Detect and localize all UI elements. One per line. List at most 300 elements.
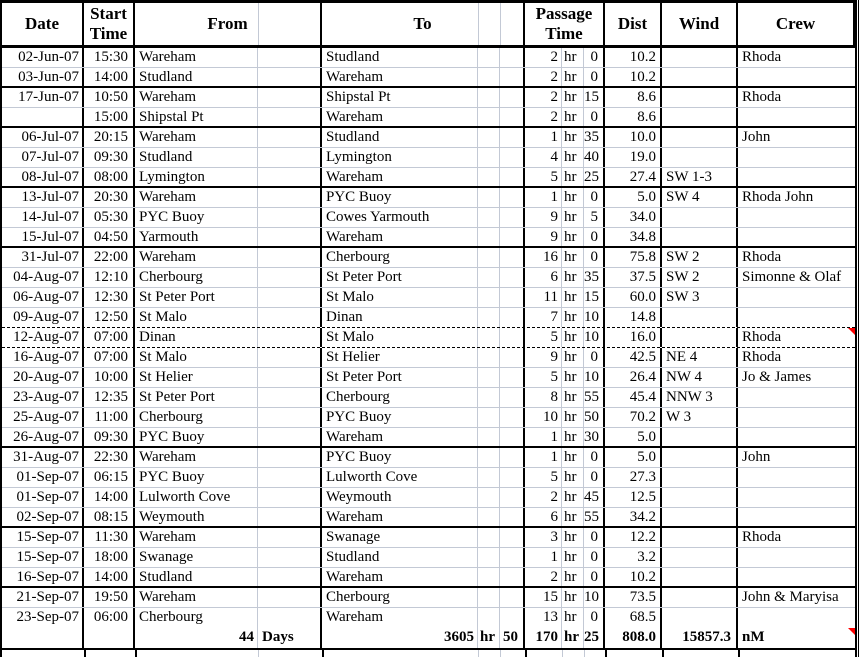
cell-from[interactable]: Lulworth Cove <box>135 488 258 507</box>
hr-unit[interactable]: hr <box>562 268 584 287</box>
cell-to-spill[interactable] <box>500 368 525 387</box>
cell-dist[interactable]: 5.0 <box>605 448 662 467</box>
cell-passage-minutes[interactable]: 15 <box>584 88 605 107</box>
cell-to[interactable]: Wareham <box>322 568 478 586</box>
cell-to[interactable]: St Peter Port <box>322 368 478 387</box>
cell-wind[interactable] <box>662 428 738 446</box>
cell-from-spill[interactable] <box>258 168 322 186</box>
cell-wind[interactable] <box>662 488 738 507</box>
cell-to-spill[interactable] <box>500 148 525 167</box>
cell-from[interactable]: Wareham <box>135 248 258 267</box>
cell-to[interactable]: St Helier <box>322 348 478 367</box>
cell-date[interactable]: 08-Jul-07 <box>2 168 84 186</box>
cell-to[interactable]: Wareham <box>322 508 478 526</box>
cell-from-spill[interactable] <box>258 368 322 387</box>
cell-start-time[interactable]: 14:00 <box>84 68 135 86</box>
cell-passage-minutes[interactable]: 0 <box>584 48 605 67</box>
cell-date[interactable]: 15-Sep-07 <box>2 548 84 567</box>
cell-crew[interactable] <box>738 288 855 307</box>
cell-passage-hours[interactable]: 2 <box>525 48 562 67</box>
cell-wind[interactable] <box>662 508 738 526</box>
header-from[interactable]: From <box>135 3 322 45</box>
cell-from-spill[interactable] <box>258 568 322 586</box>
header-wind[interactable]: Wind <box>662 3 738 45</box>
cell-from[interactable]: PYC Buoy <box>135 468 258 487</box>
hr-unit[interactable]: hr <box>562 208 584 227</box>
cell-from-spill[interactable] <box>258 208 322 227</box>
cell-to-spill[interactable] <box>478 468 500 487</box>
header-start-time[interactable]: Start Time <box>84 3 135 45</box>
cell-date[interactable]: 09-Aug-07 <box>2 308 84 327</box>
cell-passage-hours[interactable]: 5 <box>525 468 562 487</box>
cell-wind[interactable] <box>662 588 738 607</box>
cell-start-time[interactable]: 20:15 <box>84 128 135 147</box>
cell-passage-hours[interactable]: 2 <box>525 88 562 107</box>
totals-days-label[interactable]: Days <box>258 628 322 648</box>
cell-to-spill[interactable] <box>500 328 525 347</box>
cell-wind[interactable]: NE 4 <box>662 348 738 367</box>
cell-date[interactable]: 01-Sep-07 <box>2 468 84 487</box>
cell-crew[interactable] <box>738 608 855 628</box>
cell-from[interactable]: Cherbourg <box>135 268 258 287</box>
cell-passage-minutes[interactable]: 0 <box>584 608 605 628</box>
cell-date[interactable]: 31-Jul-07 <box>2 248 84 267</box>
cell-passage-hours[interactable]: 4 <box>525 148 562 167</box>
cell-wind[interactable]: SW 4 <box>662 188 738 207</box>
cell-dist[interactable]: 19.0 <box>605 148 662 167</box>
totals-passage-hours[interactable]: 170 <box>525 628 562 648</box>
cell-crew[interactable] <box>738 88 855 107</box>
cell-to-spill[interactable] <box>478 328 500 347</box>
cell-date[interactable]: 16-Aug-07 <box>2 348 84 367</box>
cell-to-spill[interactable] <box>500 488 525 507</box>
cell-from-spill[interactable] <box>258 528 322 547</box>
cell-crew[interactable] <box>738 588 855 607</box>
cell-passage-minutes[interactable]: 35 <box>584 128 605 147</box>
cell-passage-hours[interactable]: 16 <box>525 248 562 267</box>
cell-passage-minutes[interactable]: 0 <box>584 348 605 367</box>
cell-dist[interactable]: 10.2 <box>605 48 662 67</box>
cell-passage-hours[interactable]: 1 <box>525 188 562 207</box>
cell-passage-minutes[interactable]: 10 <box>584 368 605 387</box>
cell-to-spill[interactable] <box>478 428 500 446</box>
cell-to[interactable]: Wareham <box>322 428 478 446</box>
cell-wind[interactable] <box>662 328 738 347</box>
cell-wind[interactable] <box>662 228 738 246</box>
cell-to-spill[interactable] <box>478 408 500 427</box>
cell-crew[interactable] <box>738 248 855 267</box>
cell-to-spill[interactable] <box>478 528 500 547</box>
cell-crew[interactable] <box>738 408 855 427</box>
hr-unit[interactable]: hr <box>562 528 584 547</box>
cell-wind[interactable]: NNW 3 <box>662 388 738 407</box>
cell-passage-minutes[interactable]: 0 <box>584 548 605 567</box>
hr-unit[interactable]: hr <box>562 388 584 407</box>
cell-passage-hours[interactable]: 13 <box>525 608 562 628</box>
cell-from[interactable]: Wareham <box>135 48 258 67</box>
cell-from[interactable]: St Peter Port <box>135 288 258 307</box>
cell-dist[interactable]: 75.8 <box>605 248 662 267</box>
cell-crew[interactable] <box>738 528 855 547</box>
cell-to-spill[interactable] <box>478 608 500 628</box>
cell-from[interactable]: Wareham <box>135 528 258 547</box>
cell-wind[interactable] <box>662 68 738 86</box>
cell-from-spill[interactable] <box>258 188 322 207</box>
cell-dist[interactable]: 14.8 <box>605 308 662 327</box>
cell-from[interactable]: Wareham <box>135 588 258 607</box>
cell-wind[interactable] <box>662 208 738 227</box>
cell-passage-minutes[interactable]: 0 <box>584 188 605 207</box>
cell-to-spill[interactable] <box>478 148 500 167</box>
cell-passage-minutes[interactable]: 10 <box>584 308 605 327</box>
cell-wind[interactable] <box>662 308 738 327</box>
cell-wind[interactable] <box>662 468 738 487</box>
cell-from-spill[interactable] <box>258 548 322 567</box>
hr-unit[interactable]: hr <box>562 468 584 487</box>
cell-date[interactable]: 16-Sep-07 <box>2 568 84 586</box>
cell-dist[interactable]: 68.5 <box>605 608 662 628</box>
cell-passage-hours[interactable]: 2 <box>525 68 562 86</box>
hr-unit[interactable]: hr <box>562 308 584 327</box>
cell-to[interactable]: Wareham <box>322 228 478 246</box>
cell-date[interactable]: 21-Sep-07 <box>2 588 84 607</box>
cell-date[interactable]: 02-Jun-07 <box>2 48 84 67</box>
cell-to[interactable]: Studland <box>322 548 478 567</box>
cell-to-spill[interactable] <box>478 368 500 387</box>
cell-to[interactable]: Cherbourg <box>322 248 478 267</box>
cell-start-time[interactable]: 08:00 <box>84 168 135 186</box>
cell-wind[interactable]: W 3 <box>662 408 738 427</box>
cell-passage-minutes[interactable]: 5 <box>584 208 605 227</box>
cell-passage-hours[interactable]: 1 <box>525 128 562 147</box>
hr-unit[interactable]: hr <box>562 228 584 246</box>
cell-to[interactable]: Studland <box>322 128 478 147</box>
cell-passage-hours[interactable]: 11 <box>525 288 562 307</box>
cell-from[interactable]: St Malo <box>135 348 258 367</box>
cell-to[interactable]: Dinan <box>322 308 478 327</box>
cell-crew[interactable] <box>738 308 855 327</box>
cell-to[interactable]: Shipstal Pt <box>322 88 478 107</box>
cell-from[interactable]: PYC Buoy <box>135 428 258 446</box>
cell-to-spill[interactable] <box>500 188 525 207</box>
cell-dist[interactable]: 8.6 <box>605 108 662 126</box>
cell-passage-hours[interactable]: 2 <box>525 108 562 126</box>
totals-passage-minutes[interactable]: 25 <box>584 628 605 648</box>
cell-crew[interactable] <box>738 68 855 86</box>
cell-passage-hours[interactable]: 6 <box>525 268 562 287</box>
cell-from-spill[interactable] <box>258 48 322 67</box>
cell-crew[interactable] <box>738 388 855 407</box>
cell-to-spill[interactable] <box>500 168 525 186</box>
cell-date[interactable]: 23-Sep-07 <box>2 608 84 628</box>
hr-unit[interactable]: hr <box>562 108 584 126</box>
cell-from-spill[interactable] <box>258 248 322 267</box>
cell-to[interactable]: St Peter Port <box>322 268 478 287</box>
cell-to-spill[interactable] <box>478 48 500 67</box>
cell-dist[interactable]: 10.2 <box>605 568 662 586</box>
cell-start-time[interactable]: 07:00 <box>84 328 135 347</box>
cell-to-spill[interactable] <box>500 128 525 147</box>
hr-unit[interactable]: hr <box>562 348 584 367</box>
cell-from[interactable]: St Peter Port <box>135 388 258 407</box>
cell-date[interactable]: 02-Sep-07 <box>2 508 84 526</box>
cell-start-time[interactable]: 22:30 <box>84 448 135 467</box>
cell-date[interactable]: 31-Aug-07 <box>2 448 84 467</box>
cell-from[interactable]: Wareham <box>135 188 258 207</box>
hr-unit[interactable]: hr <box>562 248 584 267</box>
cell-to-spill[interactable] <box>478 228 500 246</box>
cell-passage-hours[interactable]: 1 <box>525 428 562 446</box>
cell-to-spill[interactable] <box>478 108 500 126</box>
cell-from-spill[interactable] <box>258 408 322 427</box>
cell-crew[interactable] <box>738 548 855 567</box>
cell-to[interactable]: Lymington <box>322 148 478 167</box>
cell-date[interactable]: 15-Sep-07 <box>2 528 84 547</box>
cell-from-spill[interactable] <box>258 128 322 147</box>
cell-dist[interactable]: 34.8 <box>605 228 662 246</box>
cell-from-spill[interactable] <box>258 428 322 446</box>
cell-wind[interactable] <box>662 448 738 467</box>
cell-crew[interactable] <box>738 468 855 487</box>
cell-to-spill[interactable] <box>500 608 525 628</box>
cell-crew[interactable] <box>738 228 855 246</box>
cell-to[interactable]: PYC Buoy <box>322 448 478 467</box>
cell-crew[interactable] <box>738 208 855 227</box>
cell-passage-hours[interactable]: 6 <box>525 508 562 526</box>
cell-passage-hours[interactable]: 2 <box>525 568 562 586</box>
cell-to[interactable]: St Malo <box>322 288 478 307</box>
cell-to-spill[interactable] <box>478 188 500 207</box>
cell-to[interactable]: Cherbourg <box>322 588 478 607</box>
cell-passage-minutes[interactable]: 0 <box>584 108 605 126</box>
cell-crew[interactable] <box>738 188 855 207</box>
cell-date[interactable]: 17-Jun-07 <box>2 88 84 107</box>
cell-dist[interactable]: 60.0 <box>605 288 662 307</box>
cell-crew[interactable] <box>738 268 855 287</box>
cell-start-time[interactable]: 12:10 <box>84 268 135 287</box>
totals-start-cell[interactable] <box>84 628 135 648</box>
cell-wind[interactable] <box>662 88 738 107</box>
cell-to[interactable]: St Malo <box>322 328 478 347</box>
cell-to[interactable]: PYC Buoy <box>322 408 478 427</box>
cell-crew[interactable] <box>738 168 855 186</box>
cell-passage-minutes[interactable]: 35 <box>584 268 605 287</box>
cell-passage-hours[interactable]: 5 <box>525 328 562 347</box>
cell-passage-minutes[interactable]: 0 <box>584 68 605 86</box>
cell-to-spill[interactable] <box>478 68 500 86</box>
cell-from[interactable]: Shipstal Pt <box>135 108 258 126</box>
cell-wind[interactable] <box>662 148 738 167</box>
cell-passage-minutes[interactable]: 0 <box>584 228 605 246</box>
cell-from[interactable]: Wareham <box>135 128 258 147</box>
cell-start-time[interactable]: 14:00 <box>84 568 135 586</box>
cell-wind[interactable] <box>662 548 738 567</box>
cell-crew[interactable] <box>738 488 855 507</box>
cell-passage-hours[interactable]: 9 <box>525 348 562 367</box>
cell-from-spill[interactable] <box>258 328 322 347</box>
cell-start-time[interactable]: 22:00 <box>84 248 135 267</box>
cell-dist[interactable]: 34.0 <box>605 208 662 227</box>
cell-date[interactable]: 14-Jul-07 <box>2 208 84 227</box>
cell-to-spill[interactable] <box>478 268 500 287</box>
cell-to-spill[interactable] <box>478 448 500 467</box>
cell-from[interactable]: Yarmouth <box>135 228 258 246</box>
cell-to[interactable]: Wareham <box>322 108 478 126</box>
cell-passage-minutes[interactable]: 55 <box>584 388 605 407</box>
cell-from[interactable]: Weymouth <box>135 508 258 526</box>
header-date[interactable]: Date <box>2 3 84 45</box>
cell-wind[interactable] <box>662 108 738 126</box>
cell-from[interactable]: PYC Buoy <box>135 208 258 227</box>
cell-to-spill[interactable] <box>500 88 525 107</box>
cell-wind[interactable] <box>662 528 738 547</box>
cell-from[interactable]: Wareham <box>135 448 258 467</box>
cell-to-spill[interactable] <box>500 268 525 287</box>
hr-unit[interactable]: hr <box>562 148 584 167</box>
cell-dist[interactable]: 5.0 <box>605 428 662 446</box>
cell-from[interactable]: Dinan <box>135 328 258 347</box>
hr-unit[interactable]: hr <box>562 588 584 607</box>
cell-to[interactable]: Cherbourg <box>322 388 478 407</box>
cell-start-time[interactable]: 12:50 <box>84 308 135 327</box>
hr-unit[interactable]: hr <box>562 448 584 467</box>
header-dist[interactable]: Dist <box>605 3 662 45</box>
cell-to-spill[interactable] <box>478 128 500 147</box>
cell-to-spill[interactable] <box>478 588 500 607</box>
cell-from-spill[interactable] <box>258 488 322 507</box>
cell-start-time[interactable]: 09:30 <box>84 148 135 167</box>
cell-crew[interactable] <box>738 568 855 586</box>
cell-date[interactable]: 07-Jul-07 <box>2 148 84 167</box>
header-passage-time[interactable]: Passage Time <box>525 3 605 45</box>
cell-start-time[interactable]: 14:00 <box>84 488 135 507</box>
hr-unit[interactable]: hr <box>562 408 584 427</box>
cell-start-time[interactable]: 08:15 <box>84 508 135 526</box>
cell-to[interactable]: Cowes Yarmouth <box>322 208 478 227</box>
cell-date[interactable]: 26-Aug-07 <box>2 428 84 446</box>
cell-dist[interactable]: 42.5 <box>605 348 662 367</box>
cell-dist[interactable]: 37.5 <box>605 268 662 287</box>
cell-passage-minutes[interactable]: 50 <box>584 408 605 427</box>
cell-from[interactable]: Studland <box>135 148 258 167</box>
cell-to-spill[interactable] <box>500 588 525 607</box>
cell-dist[interactable]: 12.2 <box>605 528 662 547</box>
cell-passage-hours[interactable]: 1 <box>525 548 562 567</box>
cell-passage-hours[interactable]: 9 <box>525 228 562 246</box>
cell-from-spill[interactable] <box>258 468 322 487</box>
cell-from-spill[interactable] <box>258 608 322 628</box>
cell-crew[interactable] <box>738 328 855 347</box>
cell-to-spill[interactable] <box>478 568 500 586</box>
cell-start-time[interactable]: 10:50 <box>84 88 135 107</box>
cell-to-spill[interactable] <box>500 308 525 327</box>
cell-from-spill[interactable] <box>258 148 322 167</box>
cell-to-spill[interactable] <box>478 168 500 186</box>
cell-start-time[interactable]: 11:30 <box>84 528 135 547</box>
hr-unit[interactable]: hr <box>562 548 584 567</box>
cell-crew[interactable] <box>738 508 855 526</box>
cell-passage-minutes[interactable]: 0 <box>584 468 605 487</box>
cell-start-time[interactable]: 06:00 <box>84 608 135 628</box>
cell-dist[interactable]: 26.4 <box>605 368 662 387</box>
hr-unit[interactable]: hr <box>562 168 584 186</box>
cell-date[interactable]: 15-Jul-07 <box>2 228 84 246</box>
cell-wind[interactable]: SW 1-3 <box>662 168 738 186</box>
hr-unit[interactable]: hr <box>562 48 584 67</box>
cell-passage-hours[interactable]: 5 <box>525 368 562 387</box>
cell-to[interactable]: Wareham <box>322 608 478 628</box>
hr-unit[interactable]: hr <box>562 428 584 446</box>
cell-start-time[interactable]: 10:00 <box>84 368 135 387</box>
cell-to-spill[interactable] <box>500 388 525 407</box>
cell-from-spill[interactable] <box>258 508 322 526</box>
cell-passage-minutes[interactable]: 40 <box>584 148 605 167</box>
cell-from[interactable]: Cherbourg <box>135 608 258 628</box>
cell-wind[interactable] <box>662 48 738 67</box>
cell-start-time[interactable]: 12:35 <box>84 388 135 407</box>
totals-date-cell[interactable] <box>2 628 84 648</box>
cell-start-time[interactable]: 20:30 <box>84 188 135 207</box>
cell-passage-hours[interactable]: 5 <box>525 168 562 186</box>
cell-to[interactable]: Lulworth Cove <box>322 468 478 487</box>
cell-date[interactable] <box>2 108 84 126</box>
cell-date[interactable]: 20-Aug-07 <box>2 368 84 387</box>
cell-dist[interactable]: 27.4 <box>605 168 662 186</box>
totals-engine-hours[interactable]: 3605 <box>322 628 478 648</box>
cell-to-spill[interactable] <box>500 408 525 427</box>
header-crew[interactable]: Crew <box>738 3 855 45</box>
cell-crew[interactable] <box>738 428 855 446</box>
cell-passage-hours[interactable]: 7 <box>525 308 562 327</box>
cell-from[interactable]: Wareham <box>135 88 258 107</box>
cell-from[interactable]: Swanage <box>135 548 258 567</box>
cell-wind[interactable] <box>662 568 738 586</box>
totals-days-value[interactable]: 44 <box>135 628 258 648</box>
cell-to-spill[interactable] <box>500 208 525 227</box>
cell-to-spill[interactable] <box>478 248 500 267</box>
cell-to-spill[interactable] <box>478 548 500 567</box>
cell-date[interactable]: 06-Aug-07 <box>2 288 84 307</box>
cell-to-spill[interactable] <box>478 88 500 107</box>
hr-unit[interactable]: hr <box>562 488 584 507</box>
cell-date[interactable]: 06-Jul-07 <box>2 128 84 147</box>
cell-passage-minutes[interactable]: 0 <box>584 568 605 586</box>
totals-engine-hr-unit[interactable]: hr <box>478 628 500 648</box>
cell-start-time[interactable]: 12:30 <box>84 288 135 307</box>
cell-passage-minutes[interactable]: 0 <box>584 448 605 467</box>
cell-date[interactable]: 12-Aug-07 <box>2 328 84 347</box>
cell-from-spill[interactable] <box>258 348 322 367</box>
hr-unit[interactable]: hr <box>562 68 584 86</box>
cell-passage-hours[interactable]: 8 <box>525 388 562 407</box>
totals-passage-hr-unit[interactable]: hr <box>562 628 584 648</box>
cell-from[interactable]: St Malo <box>135 308 258 327</box>
cell-to-spill[interactable] <box>500 288 525 307</box>
cell-to[interactable]: Swanage <box>322 528 478 547</box>
cell-dist[interactable]: 34.2 <box>605 508 662 526</box>
cell-from-spill[interactable] <box>258 68 322 86</box>
cell-to-spill[interactable] <box>500 428 525 446</box>
cell-to-spill[interactable] <box>500 568 525 586</box>
hr-unit[interactable]: hr <box>562 328 584 347</box>
cell-dist[interactable]: 3.2 <box>605 548 662 567</box>
cell-from-spill[interactable] <box>258 448 322 467</box>
cell-to-spill[interactable] <box>500 108 525 126</box>
cell-passage-minutes[interactable]: 10 <box>584 588 605 607</box>
cell-to-spill[interactable] <box>500 548 525 567</box>
cell-to[interactable]: PYC Buoy <box>322 188 478 207</box>
totals-unit-cell[interactable] <box>738 628 855 648</box>
